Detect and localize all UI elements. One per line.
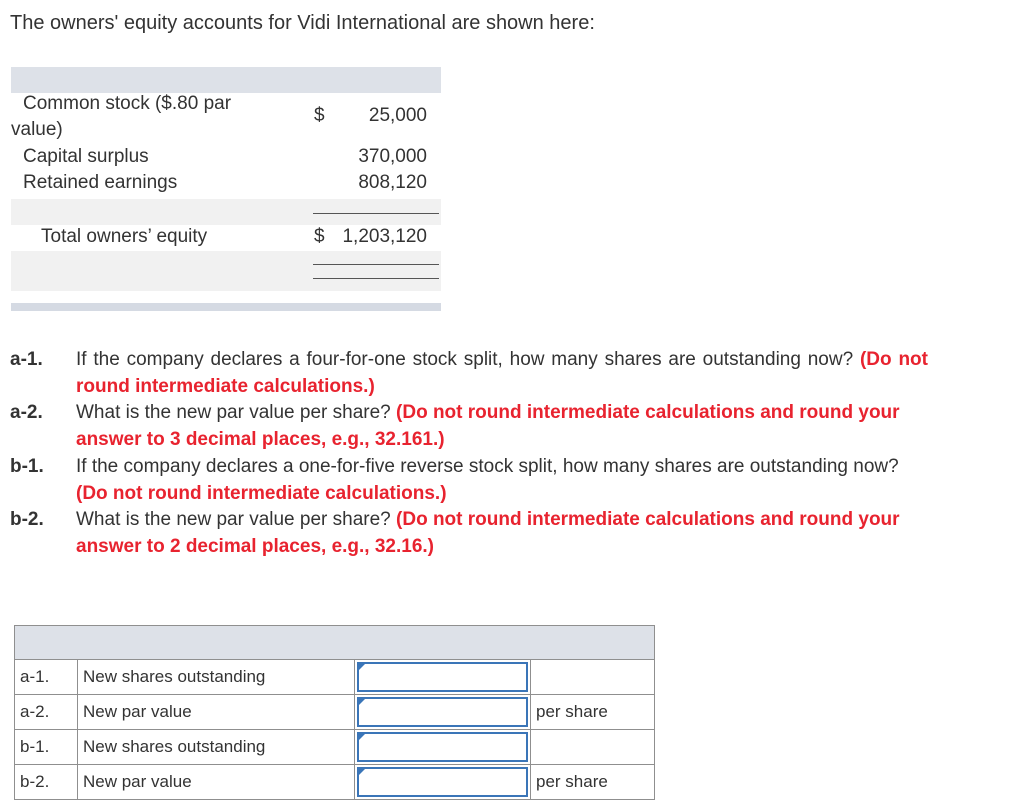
retained-earnings-label: Retained earnings [23,172,178,193]
equity-total-band [11,199,441,225]
answer-input-wrapper [357,697,528,727]
problem-intro: The owners' equity accounts for Vidi International are shown here: [10,12,595,34]
subtotal-rule [313,213,439,214]
answer-row-unit [531,660,655,695]
answer-row-label: New par value [78,765,355,800]
common-stock-currency: $ [314,105,325,126]
new-par-value-a2-input[interactable] [359,699,526,725]
answer-row-unit: per share [531,765,655,800]
answer-row-label: New par value [78,695,355,730]
new-shares-outstanding-b1-input[interactable] [359,734,526,760]
question-text: What is the new par value per share? (Do not round intermediate calculations and round your answer to 2 decimal places, e.g., 32.16.) [76,509,900,557]
capital-surplus-label: Capital surplus [23,146,149,167]
answer-table-header [15,626,655,660]
equity-footer-band [11,251,441,291]
common-stock-label-cont: value) [11,119,63,140]
retained-earnings-amount: 808,120 [358,172,427,193]
question-note: (Do not round intermediate calculations and round your answer to 2 decimal places, e.g., 32.16.) [76,509,900,557]
total-equity-currency: $ [314,226,325,247]
answer-table [14,625,655,800]
equity-table [11,67,441,311]
new-shares-outstanding-a1-input[interactable] [359,664,526,690]
answer-row-b2 [15,765,655,800]
question-number: b-1. [10,456,44,477]
common-stock-label: Common stock ($.80 par [23,93,232,114]
answer-input-wrapper [357,767,528,797]
question-number: a-2. [10,402,43,423]
common-stock-amount: 25,000 [368,105,427,126]
answer-row-number: b-2. [15,765,78,800]
capital-surplus-amount: 370,000 [358,146,427,167]
input-marker-icon [359,769,365,775]
question-b1 [10,454,930,507]
question-note: (Do not round intermediate calculations.) [76,349,928,397]
answer-input-wrapper [357,732,528,762]
question-b2 [10,507,930,560]
question-a1 [10,347,930,400]
answer-row-a2 [15,695,655,730]
answer-row-a1 [15,660,655,695]
total-equity-label: Total owners’ equity [41,226,208,247]
equity-bottom-rule [11,303,441,311]
answer-row-unit: per share [531,695,655,730]
answer-row-b1 [15,730,655,765]
answer-row-number: b-1. [15,730,78,765]
question-text: If the company declares a four-for-one stock split, how many shares are outstanding now? (Do not round intermediate calculations.) [76,349,928,397]
equity-header-band [11,67,441,93]
answer-row-unit [531,730,655,765]
question-number: a-1. [10,349,43,370]
question-text: If the company declares a one-for-five reverse stock split, how many shares are outstanding now? (Do not round intermediate calculations.) [76,456,899,504]
question-text: What is the new par value per share? (Do not round intermediate calculations and round your answer to 3 decimal places, e.g., 32.161.) [76,402,900,450]
input-marker-icon [359,699,365,705]
question-a2 [10,400,930,453]
answer-row-label: New shares outstanding [78,660,355,695]
total-double-rule-top [313,264,439,265]
total-double-rule-bottom [313,278,439,279]
question-number: b-2. [10,509,44,530]
question-note: (Do not round intermediate calculations.) [76,482,447,504]
answer-input-wrapper [357,662,528,692]
input-marker-icon [359,664,365,670]
answer-row-number: a-2. [15,695,78,730]
new-par-value-b2-input[interactable] [359,769,526,795]
total-equity-amount: 1,203,120 [342,226,427,247]
input-marker-icon [359,734,365,740]
answer-row-label: New shares outstanding [78,730,355,765]
question-note: (Do not round intermediate calculations and round your answer to 3 decimal places, e.g., 32.161.) [76,402,900,450]
answer-row-number: a-1. [15,660,78,695]
